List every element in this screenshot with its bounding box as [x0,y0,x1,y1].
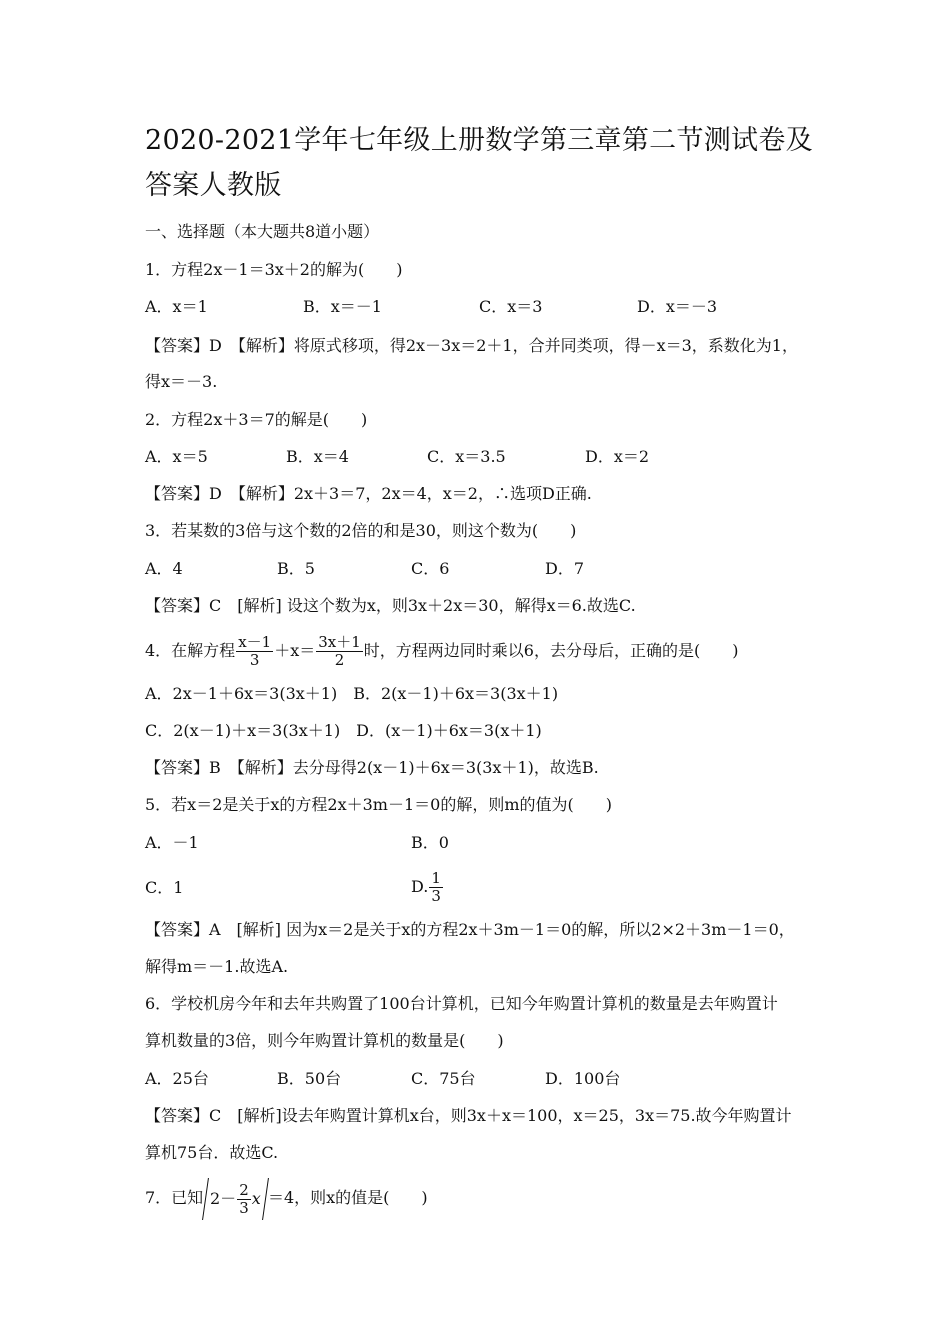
question-5-option-c: C．1 [145,878,184,897]
question-6-option-b: B．50台 [277,1069,342,1088]
question-5-answer-line-2: 解得m＝－1.故选A. [145,957,289,976]
question-4-fraction-2 [316,634,363,669]
question-1-answer-line-2: 得x＝－3. [145,372,218,391]
question-3-option-c: C．6 [411,559,450,578]
question-5-option-b: B．0 [411,833,449,852]
question-2-option-c: C．x＝3.5 [427,447,506,466]
question-2-stem: 2．方程2x＋3＝7的解是( ) [145,410,368,429]
fraction-2-numerator: 3x＋1 [318,633,361,651]
question-4-fraction-1 [236,634,273,669]
question-1-option-a: A．x＝1 [145,297,208,316]
question-5-option-d [411,866,444,908]
question-5-option-a: A．－1 [145,833,199,852]
absolute-value-expression [202,1178,269,1220]
question-4-options-cd: C．2(x－1)＋x＝3(3x＋1) D．(x－1)＋6x＝3(x＋1) [145,721,542,740]
section-heading: 一、选择题（本大题共8道小题） [145,222,380,241]
question-4-stem [145,630,738,672]
question-3-option-d: D．7 [545,559,585,578]
question-6-stem-line-1: 6．学校机房今年和去年共购置了100台计算机，已知今年购置计算机的数量是去年购置计 [145,994,778,1013]
question-6-option-c: C．75台 [411,1069,476,1088]
option-d-denominator: 3 [431,887,441,905]
question-7-suffix: ＝4，则x的值是( ) [267,1188,428,1207]
question-6-option-a: A．25台 [145,1069,209,1088]
question-6-stem-line-2: 算机数量的3倍，则今年购置计算机的数量是( ) [145,1031,504,1050]
question-3-answer: 【答案】C [解析] 设这个数为x，则3x＋2x＝30，解得x＝6.故选C. [145,596,636,615]
fraction-2-denominator: 2 [334,651,345,669]
question-6-option-d: D．100台 [545,1069,621,1088]
option-d-fraction [429,870,443,905]
question-2-option-b: B．x＝4 [286,447,349,466]
question-2-answer: 【答案】D 【解析】2x＋3＝7，2x＝4，x＝2，∴选项D正确. [145,484,592,503]
question-4-answer: 【答案】B 【解析】去分母得2(x－1)＋6x＝3(3x＋1)，故选B. [145,758,599,777]
page-title: 2020-2021学年七年级上册数学第三章第二节测试卷及答案人教版 [145,125,813,201]
question-1-option-b: B．x＝－1 [303,297,382,316]
question-4-options-ab: A．2x－1＋6x＝3(3x＋1) B．2(x－1)＋6x＝3(3x＋1) [145,684,559,703]
abs-term-b: x [251,1188,261,1208]
question-5-stem: 5．若x＝2是关于x的方程2x＋3m－1＝0的解，则m的值为( ) [145,795,612,814]
question-6-answer-line-2: 算机75台．故选C. [145,1143,279,1162]
option-d-numerator: 1 [431,869,441,887]
option-d-label: D. [411,877,429,896]
question-1-option-c: C．x＝3 [479,297,543,316]
question-7-stem [145,1177,428,1220]
abs-fraction-numerator: 2 [239,1180,249,1199]
abs-term-a: 2－ [210,1188,237,1208]
abs-fraction-denominator: 3 [239,1198,249,1217]
question-1-answer-line-1: 【答案】D 【解析】将原式移项，得2x－3x＝2＋1，合并同类项，得－x＝3，系数化为1， [145,336,798,355]
question-1-option-d: D．x＝－3 [637,297,718,316]
question-5-answer-line-1: 【答案】A [解析] 因为x＝2是关于x的方程2x＋3m－1＝0的解，所以2×2＋3m－1＝0， [145,920,795,939]
question-3-stem: 3．若某数的3倍与这个数的2倍的和是30，则这个数为( ) [145,521,577,540]
abs-fraction [237,1182,251,1217]
question-2-option-a: A．x＝5 [145,447,208,466]
question-3-option-b: B．5 [277,559,315,578]
question-4-stem-middle: ＋x＝ [274,641,316,660]
question-2-option-d: D．x＝2 [585,447,650,466]
fraction-1-denominator: 3 [249,651,260,669]
question-7-prefix: 7．已知 [145,1188,204,1207]
question-1-stem: 1．方程2x－1＝3x＋2的解为( ) [145,260,403,279]
fraction-1-numerator: x－1 [238,633,272,651]
question-3-option-a: A．4 [145,559,183,578]
question-6-answer-line-1: 【答案】C [解析]设去年购置计算机x台，则3x＋x＝100，x＝25，3x＝75.故今年购置计 [145,1106,792,1125]
question-4-stem-suffix: 时，方程两边同时乘以6，去分母后，正确的是( ) [363,641,739,660]
question-4-stem-prefix: 4．在解方程 [145,641,236,660]
